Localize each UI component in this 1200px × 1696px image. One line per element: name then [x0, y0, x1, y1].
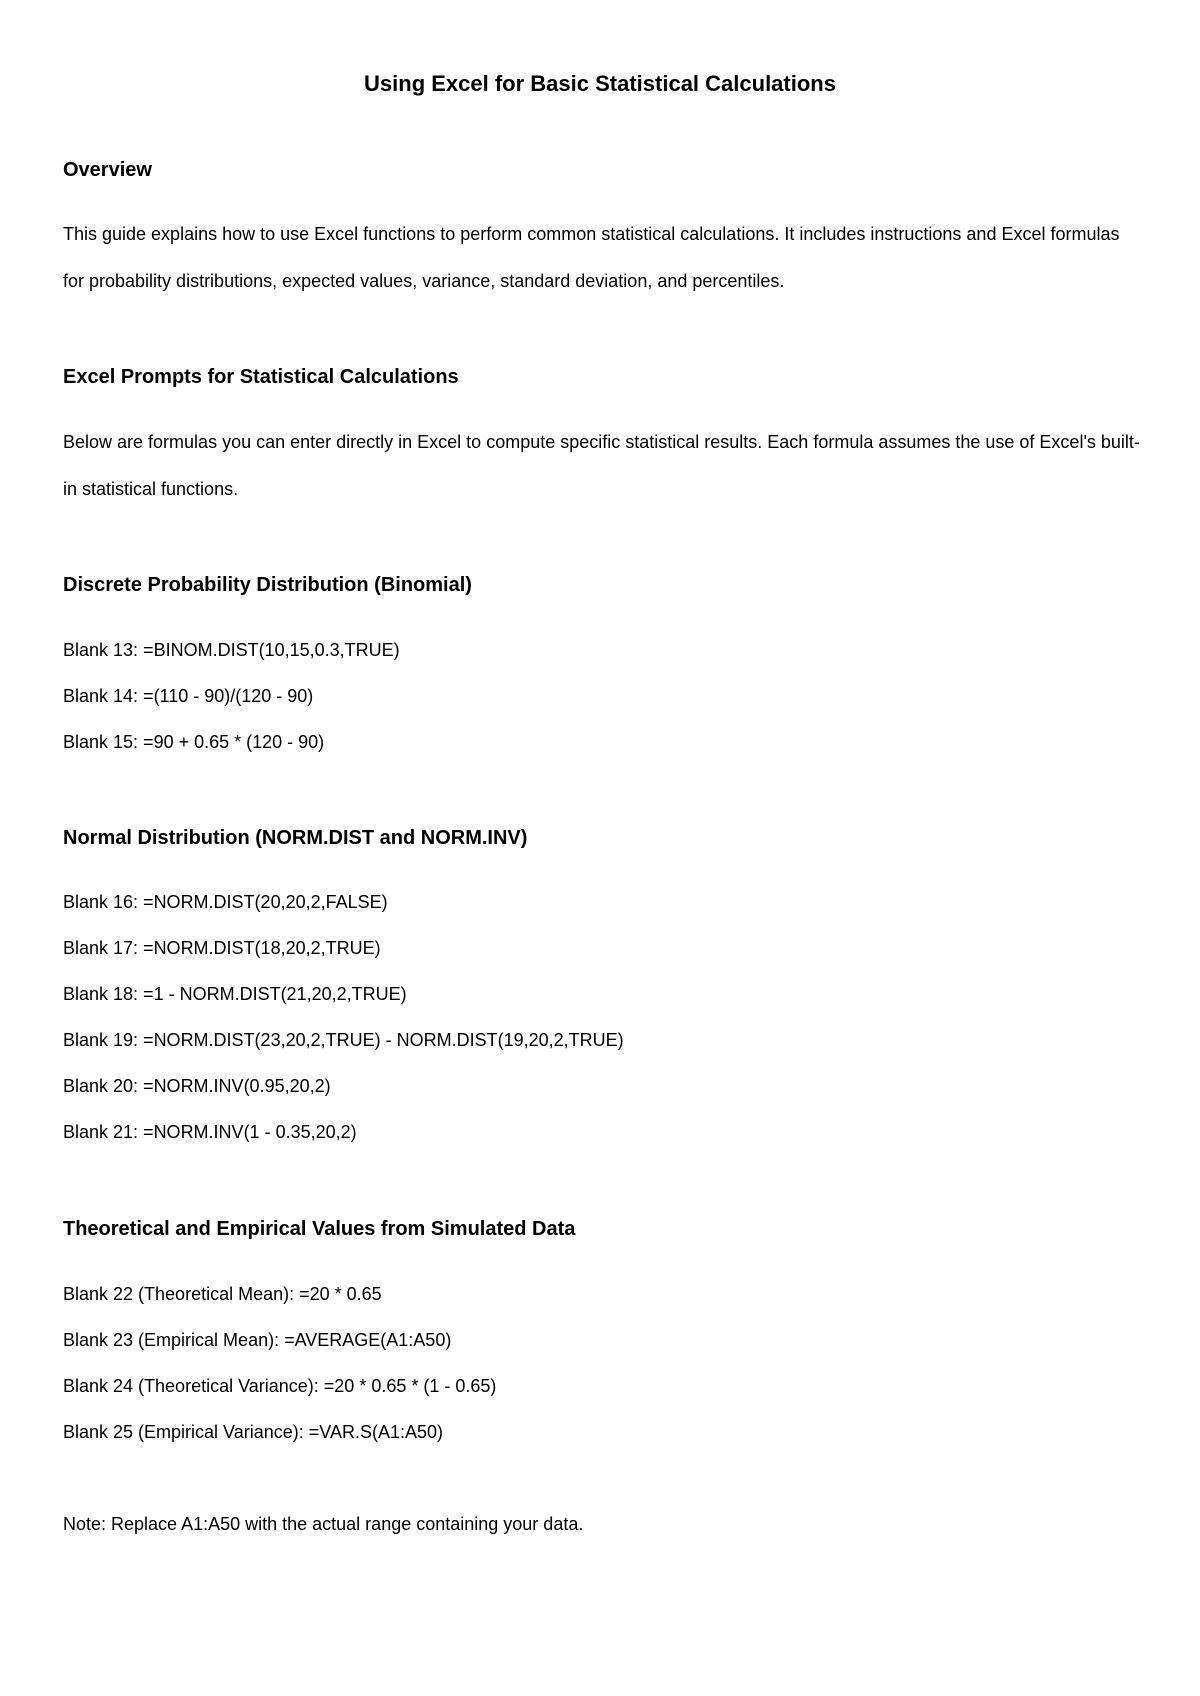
- prompts-heading: Excel Prompts for Statistical Calculations: [63, 366, 459, 388]
- document-title: Using Excel for Basic Statistical Calculations: [364, 71, 836, 96]
- formula-line-blank-14: Blank 14: =(110 - 90)/(120 - 90): [63, 686, 314, 706]
- note-text: Note: Replace A1:A50 with the actual range containing your data.: [63, 1514, 584, 1534]
- binomial-heading: Discrete Probability Distribution (Binomial): [63, 574, 472, 596]
- overview-paragraph: This guide explains how to use Excel functions to perform common statistical calculations. It includes instructions and Excel formulas for probability distributions, expected values, variance, standard deviation, and percentiles.: [63, 224, 1120, 291]
- formula-line-blank-21: Blank 21: =NORM.INV(1 - 0.35,20,2): [63, 1122, 357, 1142]
- formula-line-blank-16: Blank 16: =NORM.DIST(20,20,2,FALSE): [63, 892, 388, 912]
- prompts-paragraph: Below are formulas you can enter directly in Excel to compute specific statistical results. Each formula assumes the use of Excel's built-in statistical functions.: [63, 432, 1140, 499]
- formula-line-blank-23: Blank 23 (Empirical Mean): =AVERAGE(A1:A50): [63, 1330, 452, 1350]
- formula-line-blank-20: Blank 20: =NORM.INV(0.95,20,2): [63, 1076, 331, 1096]
- formula-line-blank-19: Blank 19: =NORM.DIST(23,20,2,TRUE) - NORM.DIST(19,20,2,TRUE): [63, 1030, 624, 1050]
- formula-line-blank-22: Blank 22 (Theoretical Mean): =20 * 0.65: [63, 1284, 382, 1304]
- formula-line-blank-18: Blank 18: =1 - NORM.DIST(21,20,2,TRUE): [63, 984, 407, 1004]
- formula-line-blank-13: Blank 13: =BINOM.DIST(10,15,0.3,TRUE): [63, 640, 400, 660]
- simulated-heading: Theoretical and Empirical Values from Simulated Data: [63, 1218, 576, 1240]
- overview-heading: Overview: [63, 159, 152, 181]
- formula-line-blank-17: Blank 17: =NORM.DIST(18,20,2,TRUE): [63, 938, 381, 958]
- formula-line-blank-15: Blank 15: =90 + 0.65 * (120 - 90): [63, 732, 325, 752]
- formula-line-blank-25: Blank 25 (Empirical Variance): =VAR.S(A1:A50): [63, 1422, 443, 1442]
- formula-line-blank-24: Blank 24 (Theoretical Variance): =20 * 0.65 * (1 - 0.65): [63, 1376, 497, 1396]
- normal-heading: Normal Distribution (NORM.DIST and NORM.INV): [63, 827, 528, 849]
